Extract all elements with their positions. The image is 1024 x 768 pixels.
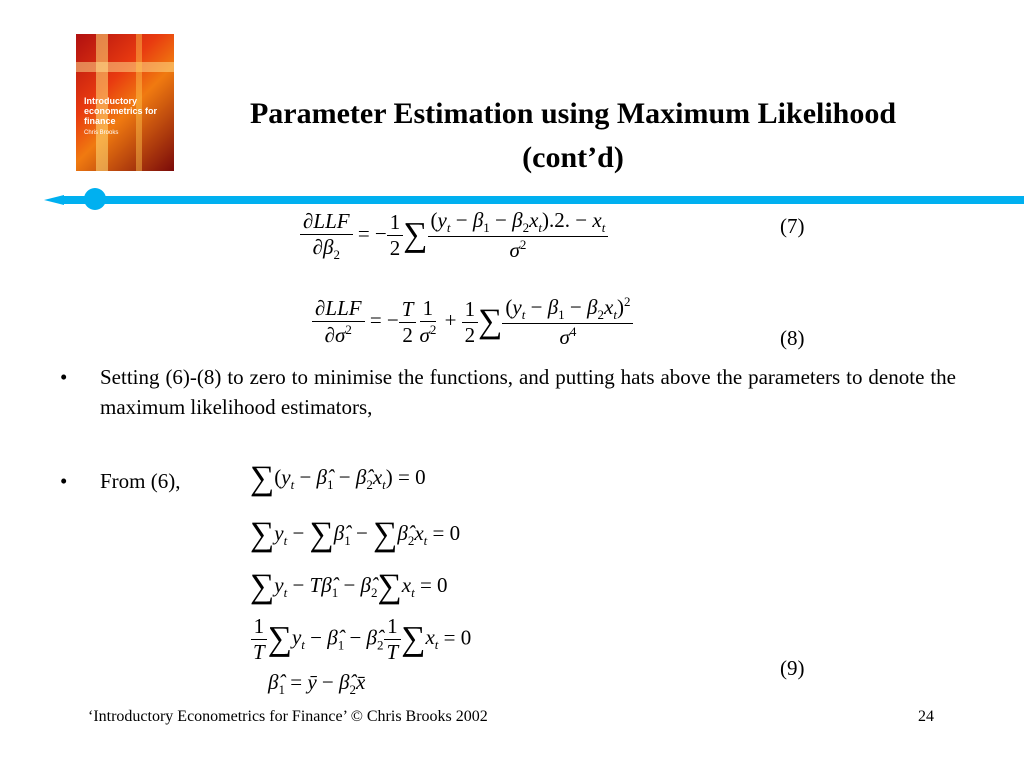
- bullet-marker: •: [60, 365, 68, 389]
- book-cover-image: [76, 34, 174, 171]
- bullet-text: Setting (6)-(8) to zero to minimise the functions, and putting hats above the parameters to denote the maximum likelihood estimators,: [100, 365, 956, 419]
- equation-8: $\frac{\text{∂LLF}}{\partial\sigma^2}$ = − $\frac{T}{2}$ $\frac{1}{\sigma^2}$ + $\frac{1}{2}$ ∑ $\frac{(y_t - \beta_1 - \beta_2x_t)^2}{\sigma^4}$: [312, 294, 633, 350]
- page-number: 24: [918, 708, 934, 725]
- equation-8-number: (8): [780, 326, 805, 350]
- equation-7: $\frac{\text{∂LLF}}{\partial\beta_2}$ = − $\frac{1}{2}$ ∑ $\frac{(y_t - \beta_1 - \beta_2x_t).2. - x_t}{\sigma^2}$: [300, 208, 608, 263]
- slide-title-line1: Parameter Estimation using Maximum Likelihood: [249, 97, 897, 130]
- derivation-line-1: $\sum(y_t$ − $\betâ_1$ − $\betâ_2x_t) = 0$: [250, 460, 426, 497]
- footer-text: ‘Introductory Econometrics for Finance’ © Chris Brooks 2002: [88, 708, 488, 725]
- book-cover-author: Chris Brooks: [84, 130, 119, 136]
- slide-title-line2: (cont’d): [522, 141, 624, 174]
- derivation-line-5: $\betâ_1$ = ȳ − $\betâ_2x̄$: [268, 670, 366, 698]
- derivation-line-4: $\frac{1}{T}$ $\sum y_t$ − $\betâ_1$ − $\betâ_2$ $\frac{1}{T}$ $\sum x_t = 0$: [250, 614, 471, 665]
- derivation-line-2: $\sum y_t$ − $\sum\betâ_1$ − $\sum\betâ_2x_t = 0$: [250, 516, 461, 553]
- book-cover-title: Introductory econometrics for finance: [84, 96, 158, 126]
- bullet-text: From (6),: [100, 469, 181, 493]
- derivation-line-3: $\sum y_t$ − $T\betâ_1$ − $\betâ_2\sum x_t = 0$: [250, 568, 448, 605]
- equation-9-number: (9): [780, 656, 805, 680]
- slide-title: [178, 92, 968, 180]
- bullet-marker: •: [60, 469, 68, 493]
- title-rule: [60, 196, 1024, 204]
- equation-7-number: (7): [780, 214, 805, 238]
- title-rule-dot: [84, 188, 106, 210]
